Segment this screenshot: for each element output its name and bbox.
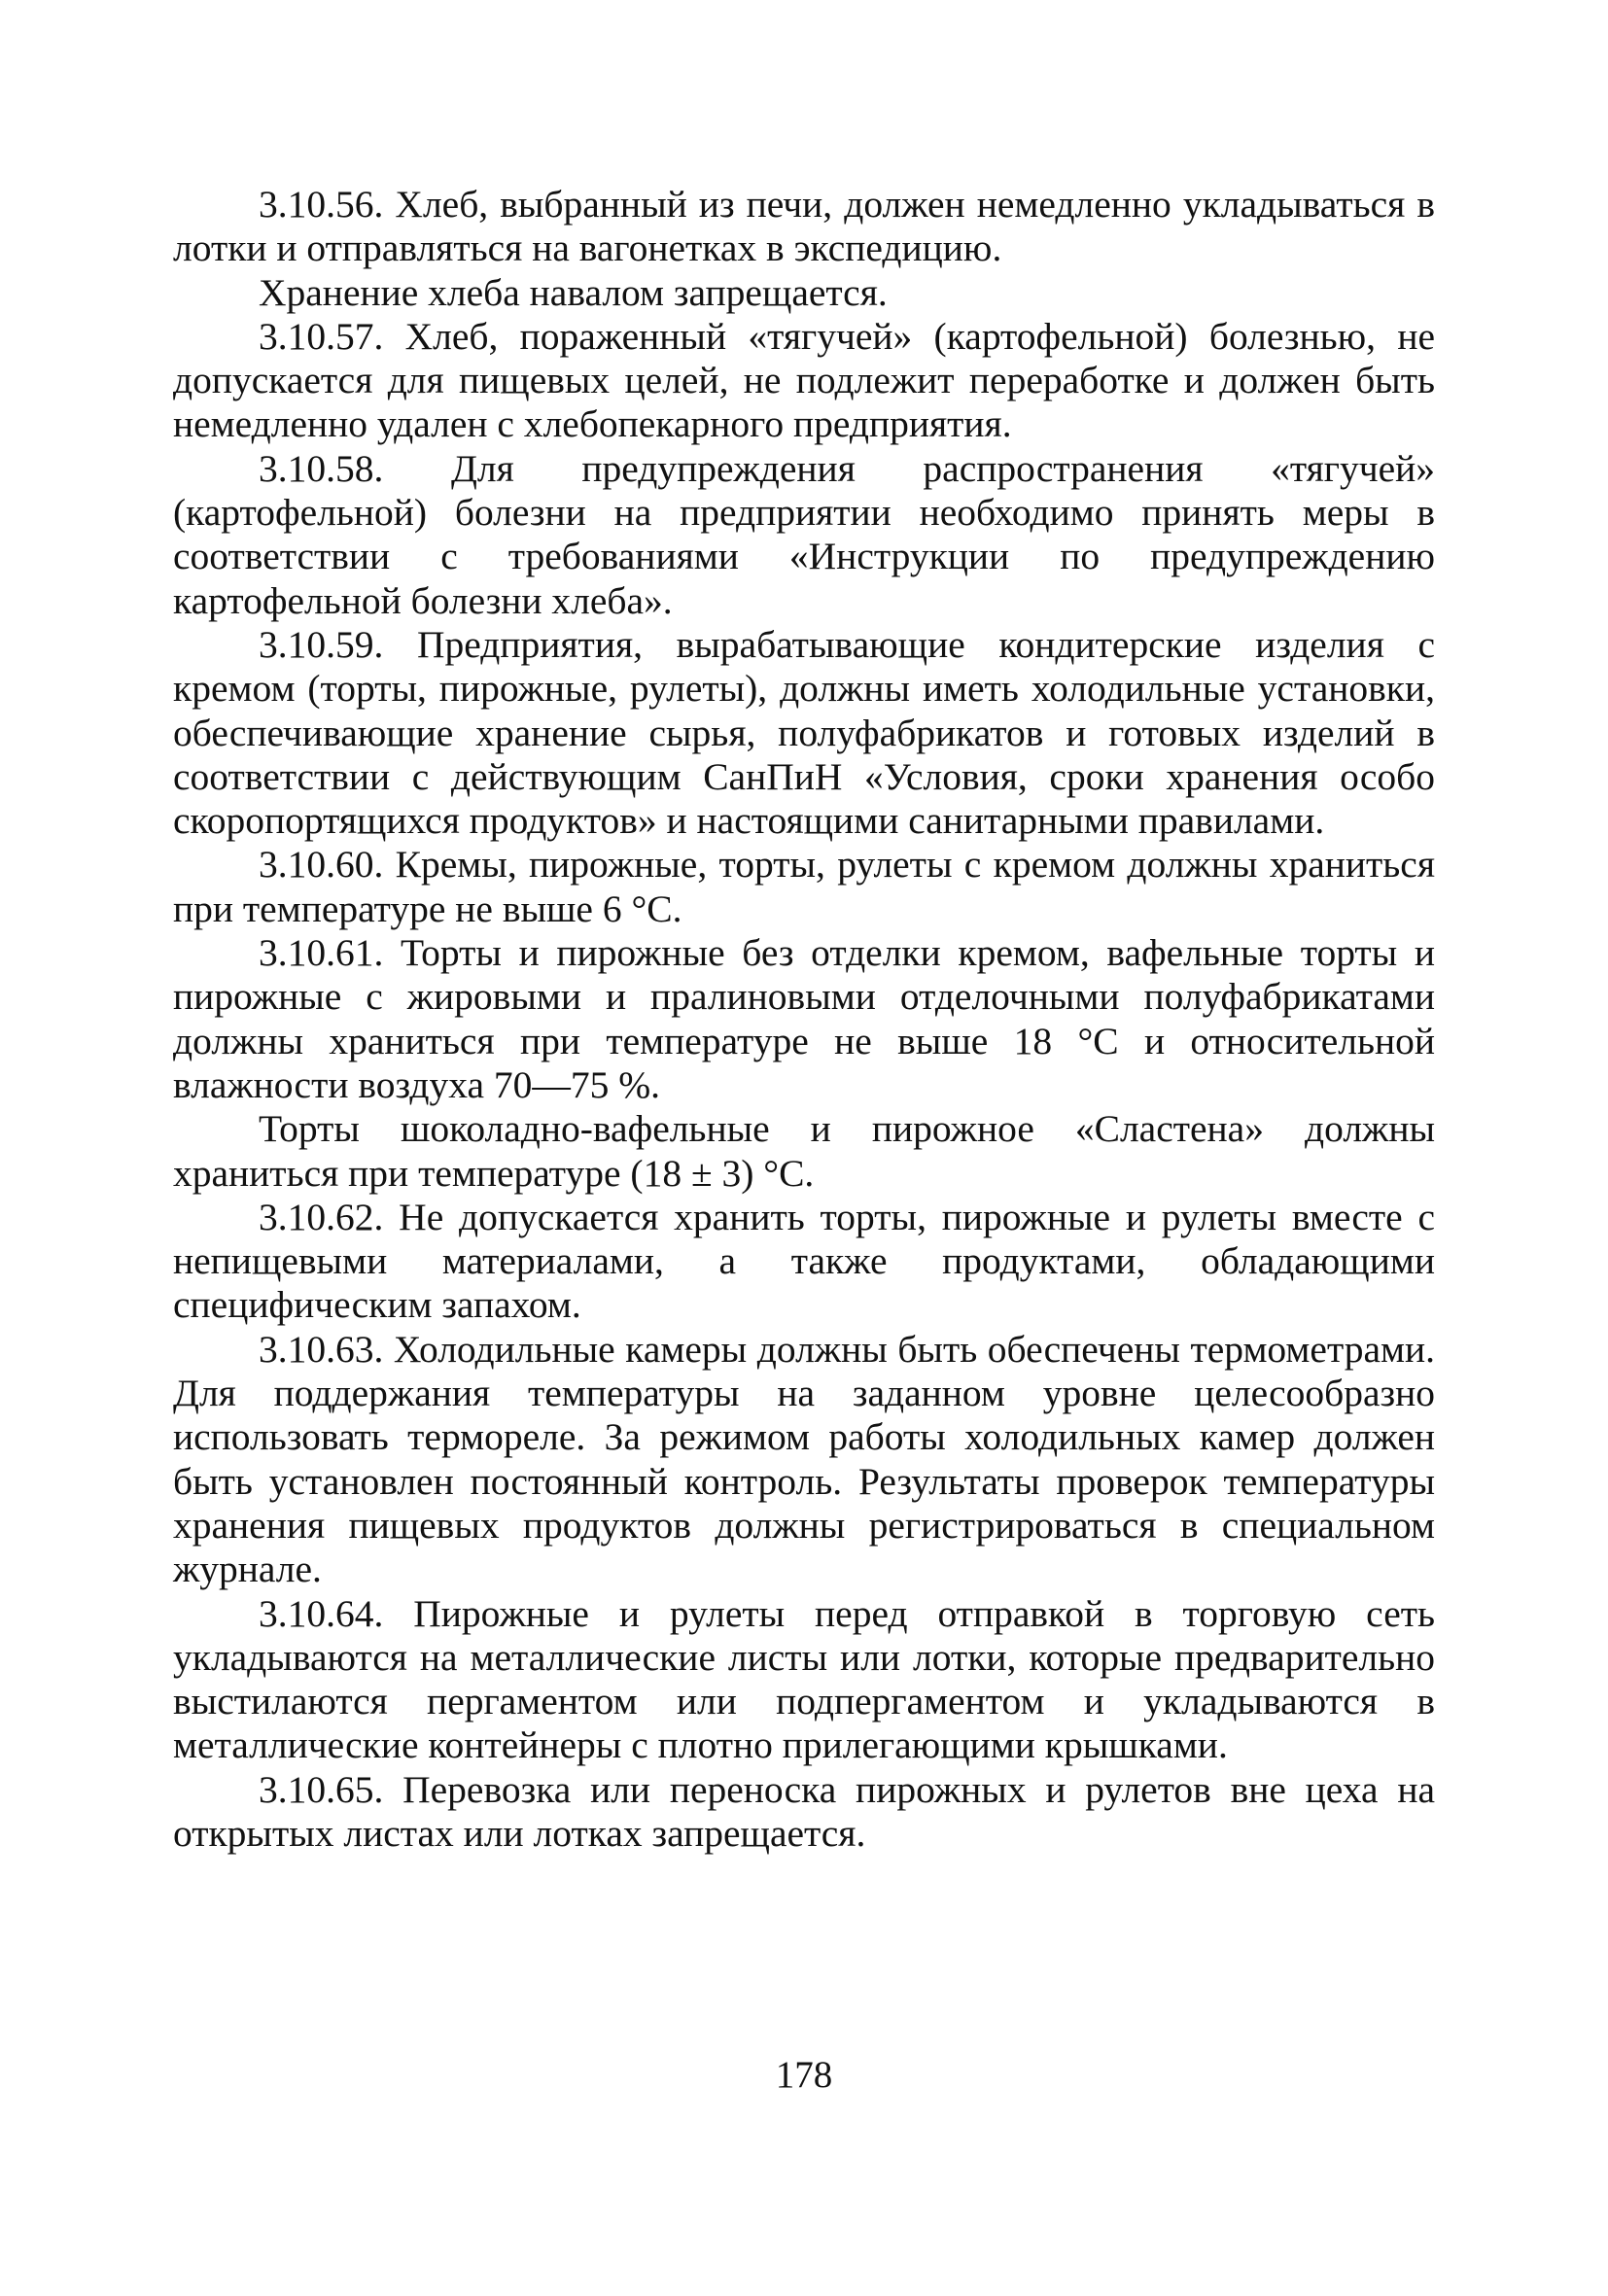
paragraph-3-10-63: 3.10.63. Холодильные камеры должны быть обеспечены термометрами. Для поддержания температуры на заданном уровне целесообразно использовать термореле. За режимом работы холодильных камер должен быть установлен постоянный контроль. Результаты проверок температуры хранения пищевых продуктов должны регистрироваться в специальном журнале. — [173, 1327, 1435, 1591]
paragraph-3-10-57: 3.10.57. Хлеб, пораженный «тягучей» (картофельной) болезнью, не допускается для пищевых целей, не подлежит переработке и должен быть немедленно удален с хлебопекарного предприятия. — [173, 314, 1435, 446]
paragraph-3-10-56: 3.10.56. Хлеб, выбранный из печи, должен немедленно укладываться в лотки и отправляться на вагонетках в экспедицию. — [173, 183, 1435, 270]
paragraph-3-10-62: 3.10.62. Не допускается хранить торты, пирожные и рулеты вместе с непищевыми материалами, а также продуктами, обладающими специфическим запахом. — [173, 1195, 1435, 1327]
paragraph-3-10-58: 3.10.58. Для предупреждения распространения «тягучей» (картофельной) болезни на предприятии необходимо принять меры в соответствии с требованиями «Инструкции по предупреждению картофельной болезни хлеба». — [173, 446, 1435, 622]
paragraph-3-10-61: 3.10.61. Торты и пирожные без отделки кремом, вафельные торты и пирожные с жировыми и пралиновыми отделочными полуфабрикатами должны храниться при температуре не выше 18 °С и относительной влажности воздуха 70—75 %. — [173, 931, 1435, 1106]
page-number: 178 — [775, 2054, 833, 2096]
page-body — [173, 183, 1435, 1856]
paragraph-3-10-59: 3.10.59. Предприятия, вырабатывающие кондитерские изделия с кремом (торты, пирожные, рулеты), должны иметь холодильные установки, обеспечивающие хранение сырья, полуфабрикатов и готовых изделий в соответствии с действующим СанПиН «Условия, сроки хранения особо скоропортящихся продуктов» и настоящими санитарными правилами. — [173, 622, 1435, 843]
paragraph-bread-storage: Хранение хлеба навалом запрещается. — [259, 270, 888, 314]
paragraph-chocolate-cakes: Торты шоколадно-вафельные и пирожное «Сластена» должны храниться при температуре (18 ± 3) °С. — [173, 1107, 1435, 1195]
paragraph-3-10-64: 3.10.64. Пирожные и рулеты перед отправкой в торговую сеть укладываются на металлические листы или лотки, которые предварительно выстилаются пергаментом или подпергаментом и укладываются в металлические контейнеры с плотно прилегающими крышками. — [173, 1591, 1435, 1767]
paragraph-3-10-60: 3.10.60. Кремы, пирожные, торты, рулеты с кремом должны храниться при температуре не выше 6 °С. — [173, 843, 1435, 930]
paragraph-3-10-65: 3.10.65. Перевозка или переноска пирожных и рулетов вне цеха на открытых листах или лотках запрещается. — [173, 1767, 1435, 1855]
